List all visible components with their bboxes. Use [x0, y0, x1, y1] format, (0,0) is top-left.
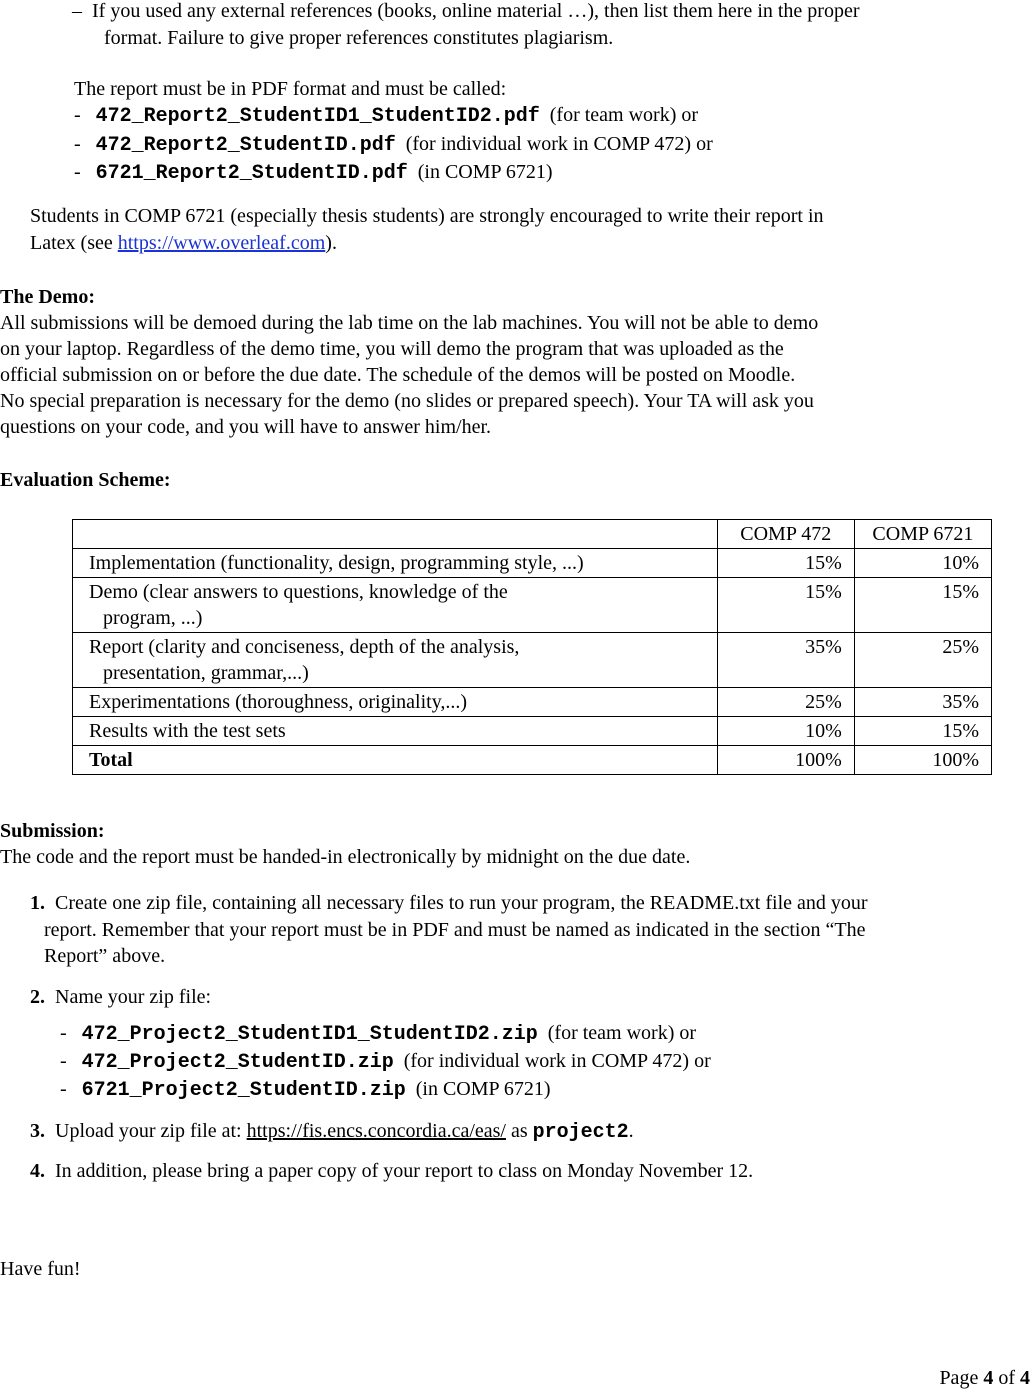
zip-filename: 472_Project2_StudentID.zip — [81, 1051, 394, 1074]
comp6721-value: 15% — [854, 578, 991, 633]
dash: - — [60, 1022, 67, 1044]
comp6721-total: 100% — [854, 746, 991, 775]
submission-intro: The code and the report must be handed-in electronically by midnight on the due date. — [0, 846, 691, 868]
step-3: 3. Upload your zip file at: https://fis.encs.concordia.ca/eas/ as project2. — [30, 1120, 634, 1144]
current-page: 4 — [983, 1367, 994, 1389]
step-number: 3. — [30, 1120, 45, 1142]
demo-paragraph-line: No special preparation is necessary for the demo (no slides or prepared speech). Your TA will ask you — [0, 390, 814, 412]
report-filename-note: (in COMP 6721) — [417, 161, 553, 183]
comp6721-value: 15% — [854, 717, 991, 746]
references-line-2: format. Failure to give proper references constitutes plagiarism. — [104, 27, 614, 49]
closing-text: Have fun! — [0, 1258, 81, 1280]
total-pages: 4 — [1020, 1367, 1030, 1389]
report-filename-note: (for individual work in COMP 472) or — [405, 133, 713, 155]
dash: - — [74, 161, 81, 183]
eas-upload-link[interactable]: https://fis.encs.concordia.ca/eas/ — [246, 1120, 506, 1142]
criterion-cell: Demo (clear answers to questions, knowledge of the program, ...) — [73, 578, 718, 633]
header-cell — [73, 520, 718, 549]
comp6721-value: 10% — [854, 549, 991, 578]
comp472-value: 25% — [717, 688, 854, 717]
references-note — [72, 0, 860, 23]
dash: - — [60, 1078, 67, 1100]
total-label: Total — [73, 746, 718, 775]
zip-filename-item — [60, 1022, 696, 1046]
report-filename-item — [74, 161, 553, 185]
zip-filename: 6721_Project2_StudentID.zip — [81, 1079, 406, 1102]
criterion-cell: Implementation (functionality, design, programming style, ...) — [73, 549, 718, 578]
comp6721-value: 25% — [854, 633, 991, 688]
report-filename-item — [74, 133, 713, 157]
criterion-cell: Report (clarity and conciseness, depth of the analysis, presentation, grammar,...) — [73, 633, 718, 688]
dash: - — [60, 1050, 67, 1072]
references-line-1: If you used any external references (books, online material …), then list them here in the proper — [92, 0, 860, 22]
page-number: Page 4 of 4 — [939, 1367, 1030, 1389]
step-1-line-3: Report” above. — [44, 945, 166, 967]
demo-paragraph-line: on your laptop. Regardless of the demo time, you will demo the program that was uploaded as the — [0, 338, 784, 360]
comp472-value: 35% — [717, 633, 854, 688]
step-4: 4. In addition, please bring a paper copy of your report to class on Monday November 12. — [30, 1160, 754, 1182]
step-1: 1. Create one zip file, containing all necessary files to run your program, the README.txt file and your — [30, 892, 868, 914]
comp472-value: 15% — [717, 549, 854, 578]
table-header-row — [73, 520, 992, 549]
dash-bullet: – — [72, 0, 82, 22]
demo-heading: The Demo: — [0, 286, 95, 308]
comp472-total: 100% — [717, 746, 854, 775]
report-filename-note: (for team work) or — [549, 104, 699, 126]
demo-paragraph-line: questions on your code, and you will have to answer him/her. — [0, 416, 492, 438]
zip-filename-note: (for team work) or — [547, 1022, 697, 1044]
report-filename: 472_Report2_StudentID.pdf — [95, 134, 396, 157]
evaluation-heading: Evaluation Scheme: — [0, 469, 171, 491]
demo-paragraph-line: All submissions will be demoed during the lab time on the lab machines. You will not be able to demo — [0, 312, 819, 334]
zip-filename-note: (for individual work in COMP 472) or — [403, 1050, 711, 1072]
criterion-cell: Experimentations (thoroughness, originality,...) — [73, 688, 718, 717]
report-filename: 472_Report2_StudentID1_StudentID2.pdf — [95, 105, 540, 128]
latex-line-2: Latex (see https://www.overleaf.com). — [30, 232, 337, 254]
zip-filename: 472_Project2_StudentID1_StudentID2.zip — [81, 1023, 538, 1046]
step-number: 2. — [30, 986, 45, 1008]
submission-code: project2 — [532, 1121, 629, 1144]
table-row — [73, 688, 992, 717]
overleaf-link[interactable]: https://www.overleaf.com — [117, 232, 326, 254]
table-row — [73, 717, 992, 746]
header-cell-comp6721: COMP 6721 — [854, 520, 991, 549]
evaluation-table — [72, 519, 992, 775]
latex-line-1: Students in COMP 6721 (especially thesis students) are strongly encouraged to write their report in — [30, 205, 824, 227]
table-row — [73, 549, 992, 578]
dash: - — [74, 104, 81, 126]
zip-filename-item — [60, 1078, 551, 1102]
submission-heading: Submission: — [0, 820, 105, 842]
step-2: 2. Name your zip file: — [30, 986, 212, 1008]
report-format-intro: The report must be in PDF format and must be called: — [74, 78, 507, 100]
table-total-row — [73, 746, 992, 775]
comp472-value: 15% — [717, 578, 854, 633]
dash: - — [74, 133, 81, 155]
table-row — [73, 578, 992, 633]
report-filename: 6721_Report2_StudentID.pdf — [95, 162, 408, 185]
zip-filename-item — [60, 1050, 711, 1074]
demo-paragraph-line: official submission on or before the due date. The schedule of the demos will be posted on Moodle. — [0, 364, 796, 386]
criterion-cell: Results with the test sets — [73, 717, 718, 746]
header-cell-comp472: COMP 472 — [717, 520, 854, 549]
step-number: 1. — [30, 892, 45, 914]
report-filename-item — [74, 104, 698, 128]
comp472-value: 10% — [717, 717, 854, 746]
zip-filename-note: (in COMP 6721) — [415, 1078, 551, 1100]
step-1-line-2: report. Remember that your report must be in PDF and must be named as indicated in the section “The — [44, 919, 866, 941]
table-row — [73, 633, 992, 688]
comp6721-value: 35% — [854, 688, 991, 717]
step-number: 4. — [30, 1160, 45, 1182]
